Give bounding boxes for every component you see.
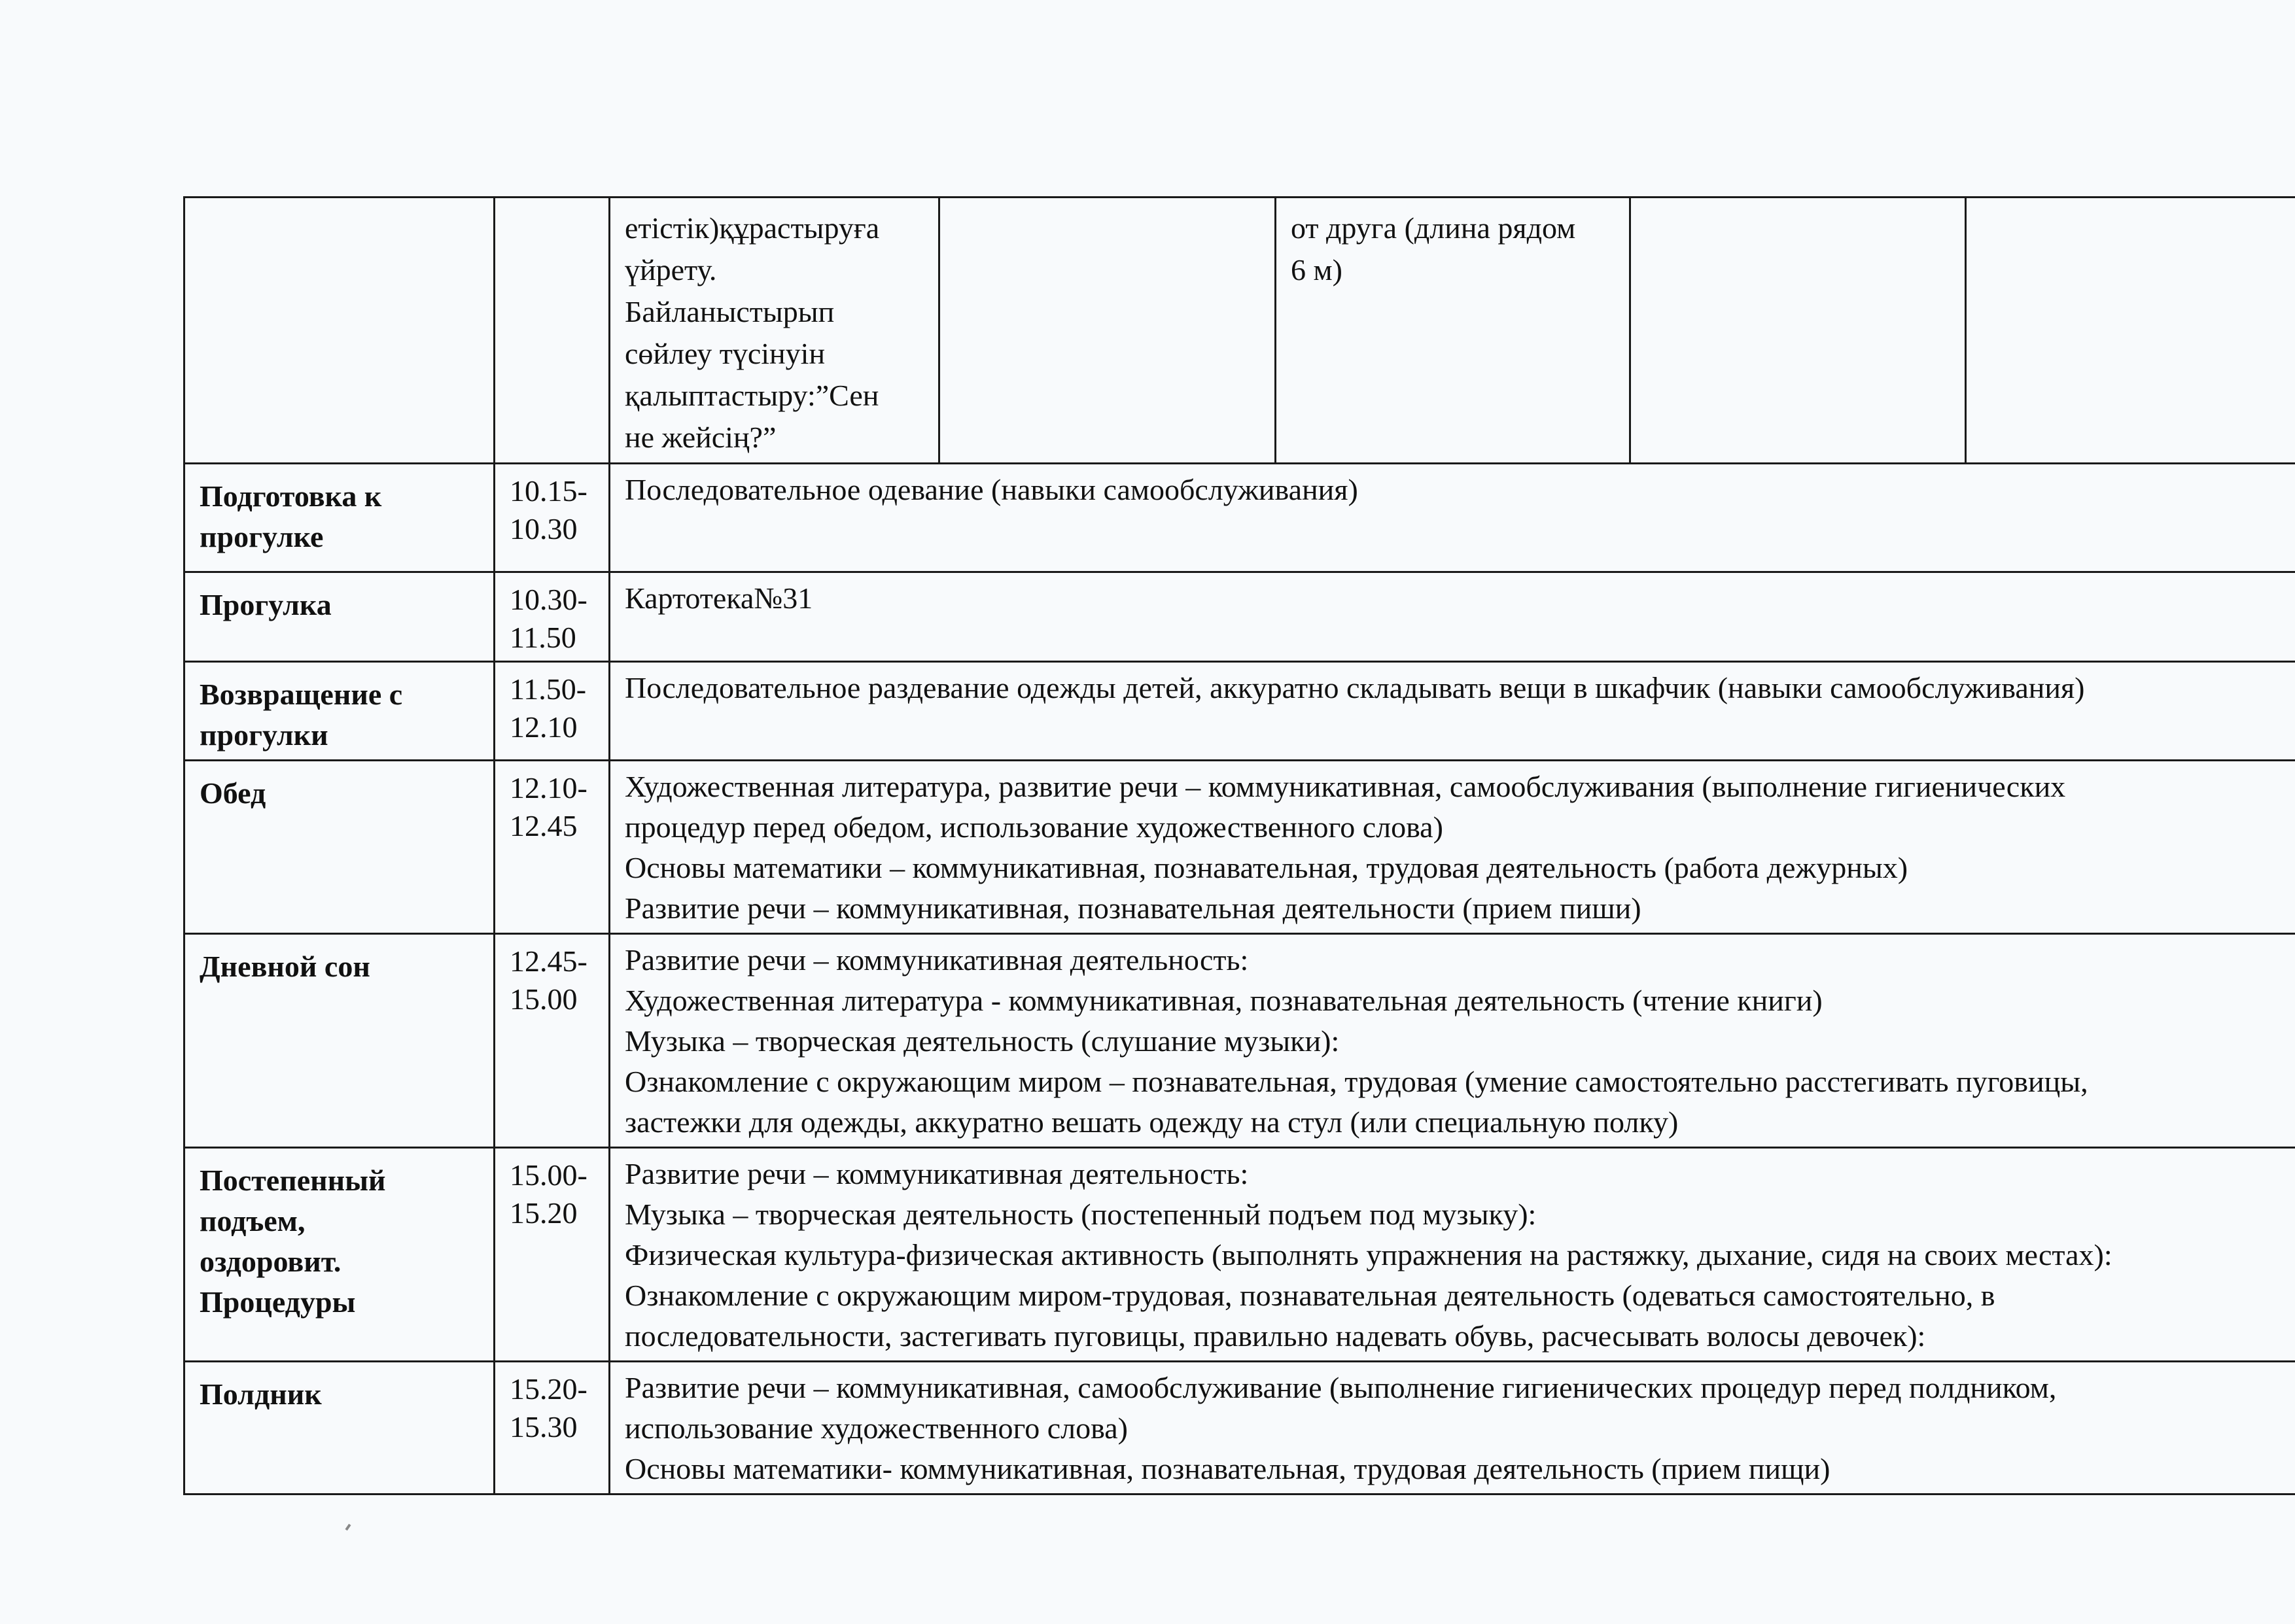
activity-cell <box>184 1362 495 1494</box>
continuation-row <box>184 198 2295 464</box>
activity-line: Подготовка к <box>200 479 382 513</box>
time-line: 10.30 <box>510 512 578 545</box>
description-line: последовательности, застегивать пуговицы, правильно надевать обувь, расчесывать волосы девочек): <box>625 1319 1926 1353</box>
description-line: Последовательное одевание (навыки самообслуживания) <box>625 473 1358 506</box>
description-line: Развитие речи – коммуникативная, самообслуживание (выполнение гигиенических процедур перед полдником, <box>625 1371 2057 1404</box>
activity-cell <box>184 1148 495 1362</box>
schedule-row-afternoon-snack <box>184 1362 2295 1494</box>
description-line: использование художественного слова) <box>625 1411 1128 1445</box>
description-line: застежки для одежды, аккуратно вешать одежду на стул (или специальную полку) <box>625 1105 1679 1139</box>
description-line: Основы математики – коммуникативная, познавательная, трудовая деятельность (работа дежурных) <box>625 851 1908 884</box>
schedule-row-walk <box>184 572 2295 662</box>
time-line: 10.15- <box>510 474 587 508</box>
time-line: 15.20- <box>510 1372 587 1406</box>
cell-line: үйрету. <box>625 253 717 286</box>
time-line: 10.30- <box>510 583 587 616</box>
description-line: Основы математики- коммуникативная, познавательная, трудовая деятельность (прием пищи) <box>625 1452 1831 1485</box>
description-cell <box>610 934 2295 1148</box>
description-line: Музыка – творческая деятельность (слушание музыки): <box>625 1024 1340 1058</box>
description-line: Музыка – творческая деятельность (постепенный подъем под музыку): <box>625 1198 1537 1231</box>
time-line: 11.50- <box>510 672 587 706</box>
description-cell <box>610 572 2295 662</box>
activity-line: Дневной сон <box>200 950 370 983</box>
description-line: Развитие речи – коммуникативная, познавательная деятельности (прием пиши) <box>625 891 1641 925</box>
description-line: Художественная литература, развитие речи – коммуникативная, самообслуживания (выполнение гигиенических <box>625 770 2066 803</box>
time-line: 11.50 <box>510 621 576 654</box>
time-line: 12.10 <box>510 710 578 744</box>
time-line: 15.30 <box>510 1410 578 1443</box>
schedule-row-lunch <box>184 761 2295 934</box>
time-line: 15.00 <box>510 982 578 1016</box>
scan-speck <box>345 1524 351 1530</box>
time-cell <box>495 662 610 761</box>
time-line: 12.10- <box>510 771 587 804</box>
activity-line: Процедуры <box>200 1285 356 1319</box>
time-cell <box>495 464 610 572</box>
schedule-row-nap <box>184 934 2295 1148</box>
description-cell <box>610 662 2295 761</box>
activity-line: Постепенный <box>200 1164 386 1197</box>
schedule-row-gradual-wakeup <box>184 1148 2295 1362</box>
description-cell <box>610 1148 2295 1362</box>
activity-line: прогулке <box>200 520 324 553</box>
continuation-cell-time <box>495 198 610 464</box>
time-line: 12.45 <box>510 809 578 842</box>
time-line: 15.20 <box>510 1196 578 1230</box>
description-line: Физическая культура-физическая активность (выполнять упражнения на растяжку, дыхание, сидя на своих местах): <box>625 1238 2112 1271</box>
cell-line: 6 м) <box>1291 253 1342 286</box>
description-line: Ознакомление с окружающим миром – познавательная, трудовая (умение самостоятельно расстегивать пуговицы, <box>625 1065 2088 1098</box>
activity-cell <box>184 761 495 934</box>
cell-line: етістік)құрастыруға <box>625 211 880 245</box>
cell-line: от друга (длина рядом <box>1291 211 1576 245</box>
continuation-cell-empty <box>1630 198 1966 464</box>
time-line: 15.00- <box>510 1158 587 1192</box>
activity-cell <box>184 662 495 761</box>
time-cell <box>495 934 610 1148</box>
time-line: 12.45- <box>510 944 587 978</box>
continuation-cell-kazakh-text <box>610 198 939 464</box>
activity-cell <box>184 464 495 572</box>
activity-line: оздоровит. <box>200 1245 342 1278</box>
description-line: процедур перед обедом, использование художественного слова) <box>625 810 1443 844</box>
time-cell <box>495 1362 610 1494</box>
activity-line: Обед <box>200 776 266 810</box>
activity-line: подъем, <box>200 1204 306 1237</box>
description-line: Последовательное раздевание одежды детей, аккуратно складывать вещи в шкафчик (навыки самообслуживания) <box>625 671 2085 704</box>
activity-line: Прогулка <box>200 588 332 621</box>
continuation-cell-activity <box>184 198 495 464</box>
continuation-cell-empty <box>939 198 1276 464</box>
schedule-row-return-from-walk <box>184 662 2295 761</box>
description-line: Картотека№31 <box>625 581 813 615</box>
description-line: Ознакомление с окружающим миром-трудовая, познавательная деятельность (одеваться самостоятельно, в <box>625 1279 1995 1312</box>
time-cell <box>495 761 610 934</box>
activity-line: Возвращение с <box>200 678 403 711</box>
description-line: Художественная литература - коммуникативная, познавательная деятельность (чтение книги) <box>625 984 1823 1017</box>
cell-line: не жейсің?” <box>625 421 777 454</box>
activity-cell <box>184 934 495 1148</box>
activity-line: прогулки <box>200 718 328 752</box>
continuation-cell-empty <box>1966 198 2295 464</box>
continuation-cell-distance-text <box>1276 198 1630 464</box>
description-cell <box>610 1362 2295 1494</box>
activity-line: Полдник <box>200 1377 322 1411</box>
description-line: Развитие речи – коммуникативная деятельность: <box>625 1157 1249 1190</box>
time-cell <box>495 572 610 662</box>
cell-line: сөйлеу түсінуін <box>625 337 826 370</box>
daily-schedule-table <box>183 196 2295 1495</box>
schedule-row-walk-preparation <box>184 464 2295 572</box>
activity-cell <box>184 572 495 662</box>
description-cell <box>610 464 2295 572</box>
cell-line: Байланыстырып <box>625 295 835 328</box>
time-cell <box>495 1148 610 1362</box>
description-line: Развитие речи – коммуникативная деятельность: <box>625 943 1249 976</box>
cell-line: қалыптастыру:”Сен <box>625 379 879 412</box>
description-cell <box>610 761 2295 934</box>
